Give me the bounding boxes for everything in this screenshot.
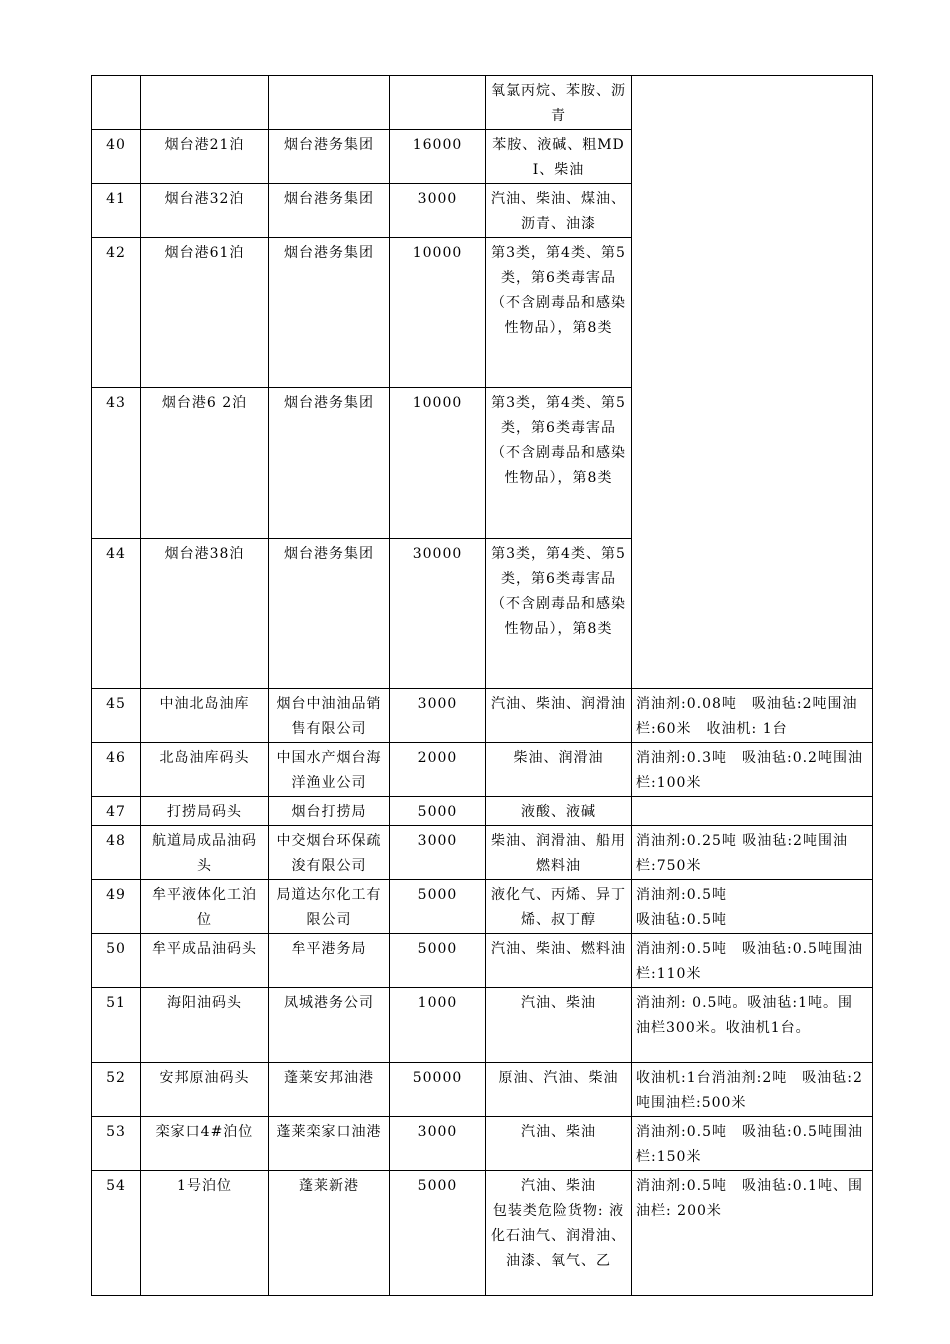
cargo-types: 汽油、柴油、燃料油	[486, 934, 632, 988]
berth-tonnage: 50000	[390, 1063, 486, 1117]
row-number: 47	[92, 797, 141, 826]
table-row	[92, 689, 873, 743]
table-row	[92, 76, 873, 130]
cargo-types: 柴油、润滑油、船用燃料油	[486, 826, 632, 880]
cargo-types: 液酸、液碱	[486, 797, 632, 826]
berth-name: 打捞局码头	[141, 797, 269, 826]
berth-name: 安邦原油码头	[141, 1063, 269, 1117]
berth-owner: 烟台港务集团	[269, 184, 390, 238]
pollution-measures: 消油剂:0.5吨 吸油毡:0.1吨、围油栏: 200米	[632, 1171, 873, 1296]
row-number: 44	[92, 539, 141, 689]
berth-owner: 凤城港务公司	[269, 988, 390, 1063]
berth-owner: 蓬莱安邦油港	[269, 1063, 390, 1117]
berth-tonnage: 30000	[390, 539, 486, 689]
table-row	[92, 934, 873, 988]
berth-name: 栾家口4#泊位	[141, 1117, 269, 1171]
cargo-types: 柴油、润滑油	[486, 743, 632, 797]
pollution-measures: 消油剂:0.5吨 吸油毡:0.5吨围油栏:110米	[632, 934, 873, 988]
table-row	[92, 1171, 873, 1296]
berth-owner: 中交烟台环保疏浚有限公司	[269, 826, 390, 880]
row-number: 40	[92, 130, 141, 184]
berth-tonnage: 5000	[390, 1171, 486, 1296]
berth-name: 烟台港21泊	[141, 130, 269, 184]
cargo-types: 液化气、丙烯、异丁烯、叔丁醇	[486, 880, 632, 934]
row-number: 42	[92, 238, 141, 388]
berth-name: 烟台港32泊	[141, 184, 269, 238]
berth-name: 航道局成品油码头	[141, 826, 269, 880]
row-number: 48	[92, 826, 141, 880]
pollution-measures	[632, 797, 873, 826]
cargo-types: 氧氯丙烷、苯胺、沥青	[486, 76, 632, 130]
berth-owner: 中国水产烟台海洋渔业公司	[269, 743, 390, 797]
berth-owner: 烟台港务集团	[269, 388, 390, 539]
berth-name: 牟平成品油码头	[141, 934, 269, 988]
pollution-measures: 消油剂: 0.5吨。吸油毡:1吨。围油栏300米。收油机1台。	[632, 988, 873, 1063]
berth-tonnage: 3000	[390, 689, 486, 743]
berth-name: 烟台港61泊	[141, 238, 269, 388]
row-number	[92, 76, 141, 130]
berth-owner: 蓬莱新港	[269, 1171, 390, 1296]
row-number: 54	[92, 1171, 141, 1296]
berth-name: 1号泊位	[141, 1171, 269, 1296]
berth-tonnage: 16000	[390, 130, 486, 184]
table-row	[92, 743, 873, 797]
cargo-types: 汽油、柴油 包装类危险货物: 液化石油气、润滑油、油漆、氧气、乙	[486, 1171, 632, 1296]
cargo-types: 苯胺、液碱、粗MDI、柴油	[486, 130, 632, 184]
berth-owner: 蓬莱栾家口油港	[269, 1117, 390, 1171]
row-number: 45	[92, 689, 141, 743]
pollution-measures	[632, 76, 873, 689]
row-number: 52	[92, 1063, 141, 1117]
berth-name: 烟台港6 2泊	[141, 388, 269, 539]
table-row	[92, 1117, 873, 1171]
pollution-measures: 消油剂:0.3吨 吸油毡:0.2吨围油栏:100米	[632, 743, 873, 797]
row-number: 41	[92, 184, 141, 238]
row-number: 43	[92, 388, 141, 539]
berth-name: 海阳油码头	[141, 988, 269, 1063]
berth-owner	[269, 76, 390, 130]
berth-tonnage: 1000	[390, 988, 486, 1063]
table-row	[92, 826, 873, 880]
berth-tonnage: 10000	[390, 388, 486, 539]
berth-name	[141, 76, 269, 130]
berth-name: 北岛油库码头	[141, 743, 269, 797]
berth-tonnage: 3000	[390, 1117, 486, 1171]
berth-owner: 烟台中油油品销售有限公司	[269, 689, 390, 743]
table-row	[92, 1063, 873, 1117]
cargo-types: 汽油、柴油	[486, 988, 632, 1063]
pollution-measures: 收油机:1台消油剂:2吨 吸油毡:2吨围油栏:500米	[632, 1063, 873, 1117]
cargo-types: 汽油、柴油、煤油、沥青、油漆	[486, 184, 632, 238]
row-number: 46	[92, 743, 141, 797]
cargo-types: 第3类，第4类、第5类，第6类毒害品（不含剧毒品和感染性物品），第8类	[486, 388, 632, 539]
pollution-measures: 消油剂:0.5吨 吸油毡:0.5吨	[632, 880, 873, 934]
row-number: 53	[92, 1117, 141, 1171]
berth-owner: 烟台港务集团	[269, 539, 390, 689]
pollution-measures: 消油剂:0.08吨 吸油毡:2吨围油栏:60米 收油机: 1台	[632, 689, 873, 743]
row-number: 50	[92, 934, 141, 988]
berth-tonnage: 3000	[390, 826, 486, 880]
berth-tonnage: 2000	[390, 743, 486, 797]
row-number: 49	[92, 880, 141, 934]
cargo-types: 第3类，第4类、第5类，第6类毒害品（不含剧毒品和感染性物品），第8类	[486, 539, 632, 689]
pollution-measures: 消油剂:0.5吨 吸油毡:0.5吨围油栏:150米	[632, 1117, 873, 1171]
berth-tonnage: 5000	[390, 880, 486, 934]
berth-owner: 牟平港务局	[269, 934, 390, 988]
pollution-measures: 消油剂:0.25吨 吸油毡:2吨围油栏:750米	[632, 826, 873, 880]
table-body	[92, 76, 873, 1296]
berth-name: 中油北岛油库	[141, 689, 269, 743]
berth-tonnage: 10000	[390, 238, 486, 388]
berth-table	[91, 75, 873, 1296]
berth-name: 烟台港38泊	[141, 539, 269, 689]
table-row	[92, 880, 873, 934]
berth-owner: 烟台打捞局	[269, 797, 390, 826]
cargo-types: 原油、汽油、柴油	[486, 1063, 632, 1117]
berth-tonnage: 5000	[390, 797, 486, 826]
berth-owner: 烟台港务集团	[269, 130, 390, 184]
cargo-types: 汽油、柴油、润滑油	[486, 689, 632, 743]
berth-tonnage: 5000	[390, 934, 486, 988]
berth-tonnage: 3000	[390, 184, 486, 238]
table-row	[92, 797, 873, 826]
berth-name: 牟平液体化工泊位	[141, 880, 269, 934]
table-row	[92, 988, 873, 1063]
berth-tonnage	[390, 76, 486, 130]
berth-owner: 局道达尔化工有限公司	[269, 880, 390, 934]
berth-owner: 烟台港务集团	[269, 238, 390, 388]
cargo-types: 第3类，第4类、第5类，第6类毒害品（不含剧毒品和感染性物品），第8类	[486, 238, 632, 388]
row-number: 51	[92, 988, 141, 1063]
cargo-types: 汽油、柴油	[486, 1117, 632, 1171]
